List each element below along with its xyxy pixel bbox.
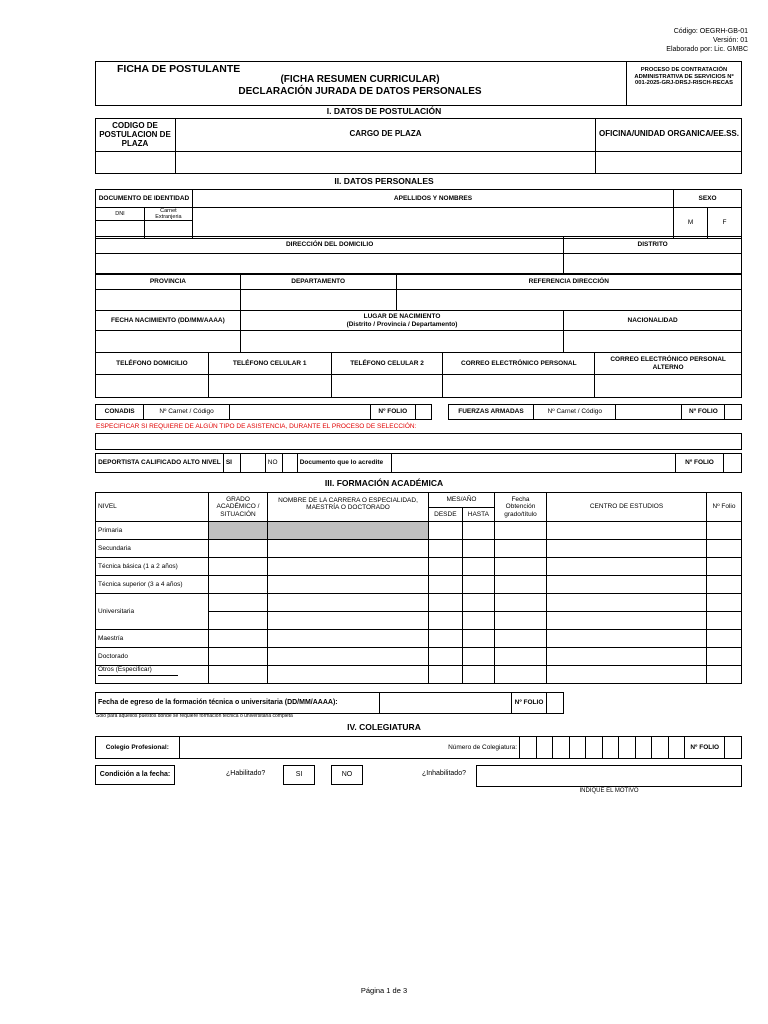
doc-identidad-label: DOCUMENTO DE IDENTIDAD: [96, 190, 193, 208]
condicion-label: Condición a la fecha:: [99, 771, 171, 778]
nivel-universitaria: Universitaria: [96, 594, 209, 630]
doc-code: Código: OEGRH-GB-01: [673, 28, 748, 35]
egreso-nota: Solo para aquellos puestos donde se requiere formación técnica o universitaria completa: [96, 713, 293, 719]
oficina-label: OFICINA/UNIDAD ORGANICA/EE.SS.: [598, 129, 739, 138]
codigo-plaza-label: CODIGO DE POSTULACION DE PLAZA: [99, 121, 171, 149]
num-colegiatura-label: Número de Colegiatura:: [432, 737, 520, 759]
egreso-folio-field[interactable]: [547, 693, 564, 714]
desde-header: DESDE: [429, 508, 463, 522]
conadis-folio-label: Nº FOLIO: [370, 405, 415, 420]
section-title-colegiatura: IV. COLEGIATURA: [347, 722, 421, 732]
nivel-maestria: Maestría: [96, 630, 209, 648]
ffaa-folio-field[interactable]: [725, 405, 742, 420]
section-title-datos-personales: II. DATOS PERSONALES: [334, 176, 434, 186]
referencia-label: REFERENCIA DIRECCIÓN: [396, 274, 741, 290]
deportista-folio-label: Nº FOLIO: [676, 454, 724, 473]
telefonos-table: [95, 352, 742, 398]
doc-acredite-label: Documento que lo acredite: [297, 454, 391, 473]
direccion-field[interactable]: [96, 254, 564, 275]
conadis-carnet-label: Nº Carnet / Código: [144, 405, 229, 420]
nivel-otros: Otros (Especificar): [96, 666, 209, 684]
codigo-plaza-field[interactable]: [96, 152, 175, 173]
carnet-ext-label: Carnet Extranjeria: [144, 208, 192, 221]
page-number: Página 1 de 3: [360, 986, 408, 995]
correo-alt-label: CORREO ELECTRÓNICO PERSONAL ALTERNO: [595, 353, 742, 375]
conadis-table: [95, 404, 742, 420]
nacionalidad-label: NACIONALIDAD: [564, 311, 742, 331]
direccion-table: [95, 236, 742, 275]
doc-acredite-field[interactable]: [391, 454, 675, 473]
colegiatura-folio-field[interactable]: [725, 737, 742, 759]
egreso-folio-label: Nº FOLIO: [512, 693, 547, 714]
table-row: [96, 540, 742, 558]
lugar-nac-label: [240, 311, 563, 331]
doc-author: Elaborado por: Lic. GMBC: [666, 46, 748, 54]
nivel-doctorado: Doctorado: [96, 648, 209, 666]
declaracion-title: DECLARACIÓN JURADA DE DATOS PERSONALES: [238, 86, 482, 97]
inhabilitado-label: ¿Inhabilitado?: [422, 770, 466, 777]
table-row: [96, 558, 742, 576]
provincia-field[interactable]: [96, 290, 241, 311]
fecha-egreso-field[interactable]: [380, 693, 512, 714]
formacion-table: [95, 492, 742, 684]
referencia-field[interactable]: [396, 290, 741, 311]
apellidos-field[interactable]: [192, 208, 673, 239]
cargo-plaza-label: CARGO DE PLAZA: [349, 129, 422, 138]
correo-alt-field[interactable]: [595, 375, 742, 398]
colegio-label: Colegio Profesional:: [96, 737, 180, 759]
tel-cel1-field[interactable]: [208, 375, 331, 398]
dni-label: DNI: [96, 208, 145, 221]
apellidos-label: APELLIDOS Y NOMBRES: [192, 190, 673, 208]
sexo-label: SEXO: [674, 190, 742, 208]
folio-header: Nº Folio: [707, 493, 742, 522]
ffaa-folio-label: Nº FOLIO: [682, 405, 725, 420]
colegiatura-table: [95, 736, 742, 759]
nacimiento-table: [95, 310, 742, 353]
colegio-field[interactable]: [179, 737, 432, 759]
tel-cel2-label: TELÉFONO CELULAR 2: [331, 353, 443, 375]
identidad-table: [95, 189, 742, 239]
fecha-nac-field[interactable]: [96, 331, 241, 353]
tel-domicilio-label: TELÉFONO DOMICILIO: [96, 353, 209, 375]
nivel-secundaria: Secundaria: [96, 540, 209, 558]
ffaa-carnet-label: Nº Carnet / Código: [534, 405, 616, 420]
asistencia-label: ESPECIFICAR SI REQUIERE DE ALGÚN TIPO DE ASISTENCIA, DURANTE EL PROCESO DE SELECCIÓN:: [96, 423, 417, 430]
deportista-si[interactable]: SI: [223, 454, 240, 473]
tel-cel2-field[interactable]: [331, 375, 443, 398]
conadis-folio-field[interactable]: [415, 405, 431, 420]
deportista-no-box[interactable]: [282, 454, 297, 473]
asistencia-field[interactable]: [95, 433, 742, 450]
cargo-plaza-field[interactable]: [176, 152, 595, 173]
fecha-obt-header: Fecha Obtención grado/título: [495, 493, 547, 522]
motivo-label: INDIQUE EL MOTIVO: [579, 788, 639, 794]
deportista-si-box[interactable]: [240, 454, 265, 473]
table-row: [96, 594, 742, 612]
ffaa-carnet-field[interactable]: [616, 405, 682, 420]
habilitado-label: ¿Habilitado?: [226, 770, 266, 777]
distrito-field[interactable]: [564, 254, 742, 275]
tel-domicilio-field[interactable]: [96, 375, 209, 398]
deportista-no[interactable]: NO: [265, 454, 282, 473]
ficha-subtitle: (FICHA RESUMEN CURRICULAR): [280, 74, 440, 85]
table-row: [96, 630, 742, 648]
lugar-nac-sub: (Distrito / Provincia / Departamento): [346, 320, 458, 328]
oficina-field[interactable]: [596, 152, 741, 173]
hasta-header: HASTA: [462, 508, 494, 522]
colegiatura-folio-label: Nº FOLIO: [685, 737, 725, 759]
fecha-egreso-label: Fecha de egreso de la formación técnica o universitaria (DD/MM/AAAA):: [96, 693, 380, 714]
direccion-label: DIRECCIÓN DEL DOMICILIO: [96, 237, 564, 254]
carrera-header: NOMBRE DE LA CARRERA O ESPECIALIDAD, MAESTRÍA O DOCTORADO: [268, 493, 429, 522]
section-title-formacion: III. FORMACIÓN ACADÉMICA: [324, 478, 444, 488]
departamento-label: DEPARTAMENTO: [240, 274, 396, 290]
section-title-postulacion: I. DATOS DE POSTULACIÓN: [326, 106, 442, 116]
grado-header: GRADO ACADÉMICO / SITUACIÓN: [209, 493, 268, 522]
correo-label: CORREO ELECTRÓNICO PERSONAL: [443, 353, 595, 375]
process-text: PROCESO DE CONTRATACIÓN ADMINISTRATIVA DE SERVICIOS Nº 001-2025-GRJ-DRSJ-RISCH-RECAS: [634, 67, 734, 87]
nacionalidad-field[interactable]: [564, 331, 742, 353]
table-row: [96, 522, 742, 540]
table-row: [96, 576, 742, 594]
table-row: [96, 666, 742, 684]
deportista-folio-field[interactable]: [723, 454, 741, 473]
departamento-field[interactable]: [240, 290, 396, 311]
egreso-table: [95, 692, 564, 714]
fecha-nac-label: FECHA NACIMIENTO (DD/MM/AAAA): [96, 311, 241, 331]
sexo-f[interactable]: F: [708, 208, 742, 239]
nivel-header: NIVEL: [96, 493, 209, 522]
provincia-label: PROVINCIA: [96, 274, 241, 290]
motivo-field[interactable]: [476, 765, 742, 787]
lugar-nac-field[interactable]: [240, 331, 563, 353]
sexo-m[interactable]: M: [674, 208, 708, 239]
tel-cel1-label: TELÉFONO CELULAR 1: [208, 353, 331, 375]
conadis-carnet-field[interactable]: [229, 405, 370, 420]
deportista-label: DEPORTISTA CALIFICADO ALTO NIVEL: [96, 454, 224, 473]
correo-field[interactable]: [443, 375, 595, 398]
table-row: [96, 648, 742, 666]
ffaa-label: FUERZAS ARMADAS: [448, 405, 533, 420]
ficha-title: FICHA DE POSTULANTE: [117, 63, 241, 75]
deportista-table: [95, 453, 742, 473]
nivel-primaria: Primaria: [96, 522, 209, 540]
mes-anio-header: MES/AÑO: [429, 493, 495, 508]
centro-header: CENTRO DE ESTUDIOS: [547, 493, 707, 522]
distrito-label: DISTRITO: [564, 237, 742, 254]
nivel-tecnica-basica: Técnica básica (1 a 2 años): [96, 558, 209, 576]
provincia-table: [95, 273, 742, 311]
lugar-nac-title: LUGAR DE NACIMIENTO: [363, 313, 441, 321]
doc-version: Versión: 01: [712, 37, 748, 45]
nivel-tecnica-superior: Técnica superior (3 a 4 años): [96, 576, 209, 594]
doc-header: [666, 27, 748, 54]
conadis-label: CONADIS: [96, 405, 144, 420]
